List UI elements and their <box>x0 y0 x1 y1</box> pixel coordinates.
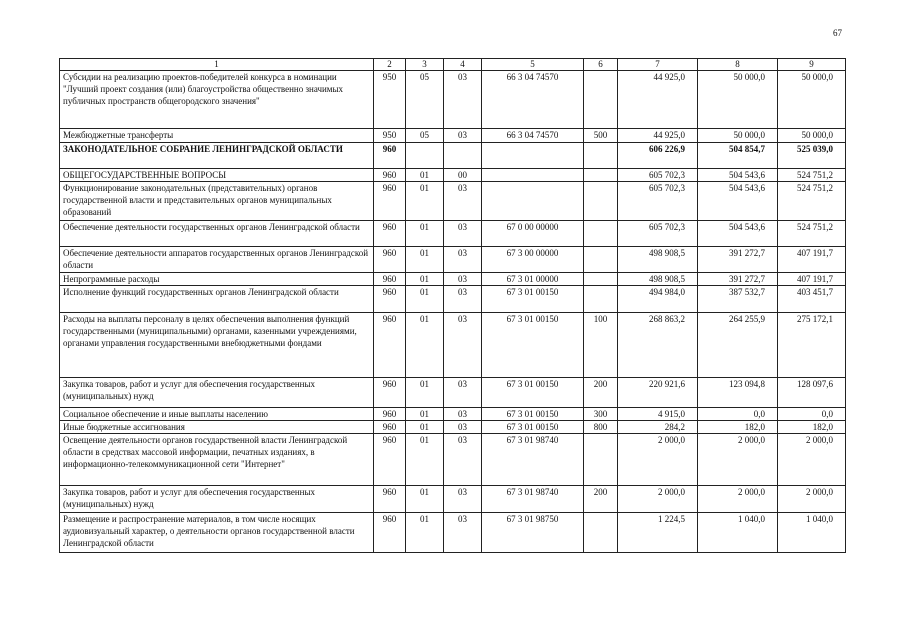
row-value-cell: 950 <box>374 71 406 129</box>
budget-table <box>59 58 846 553</box>
table-row <box>60 434 846 486</box>
row-value-cell: 504 543,6 <box>698 221 778 247</box>
row-value-cell: 300 <box>584 408 618 421</box>
row-value-cell: 01 <box>406 434 444 486</box>
row-name-cell: Иные бюджетные ассигнования <box>60 421 374 434</box>
row-name-cell: Межбюджетные трансферты <box>60 129 374 143</box>
row-value-cell: 03 <box>444 71 482 129</box>
row-value-cell: 284,2 <box>618 421 698 434</box>
row-value-cell: 800 <box>584 421 618 434</box>
row-value-cell: 67 3 01 00150 <box>482 421 584 434</box>
row-value-cell: 01 <box>406 378 444 408</box>
row-name-cell: Субсидии на реализацию проектов-победителей конкурса в номинации "Лучший проект создания (или) благоустройства общественно значимых публичных пространств общегородского значения" <box>60 71 374 129</box>
row-value-cell: 01 <box>406 273 444 286</box>
row-name-cell: Функционирование законодательных (представительных) органов государственной власти и представительных органов муниципальных образований <box>60 182 374 221</box>
row-value-cell: 960 <box>374 182 406 221</box>
row-name-cell: ЗАКОНОДАТЕЛЬНОЕ СОБРАНИЕ ЛЕНИНГРАДСКОЙ ОБЛАСТИ <box>60 143 374 169</box>
table-row <box>60 286 846 313</box>
row-name-cell: Непрограммные расходы <box>60 273 374 286</box>
table-row <box>60 182 846 221</box>
table-row <box>60 421 846 434</box>
row-value-cell: 524 751,2 <box>778 169 846 182</box>
row-value-cell: 403 451,7 <box>778 286 846 313</box>
row-value-cell: 03 <box>444 182 482 221</box>
row-value-cell: 05 <box>406 129 444 143</box>
row-value-cell: 03 <box>444 286 482 313</box>
row-value-cell <box>482 182 584 221</box>
row-value-cell: 200 <box>584 486 618 513</box>
row-value-cell: 220 921,6 <box>618 378 698 408</box>
row-value-cell: 67 3 01 98740 <box>482 486 584 513</box>
row-value-cell: 03 <box>444 408 482 421</box>
row-value-cell: 494 984,0 <box>618 286 698 313</box>
table-row <box>60 221 846 247</box>
row-value-cell: 05 <box>406 71 444 129</box>
row-value-cell: 2 000,0 <box>618 486 698 513</box>
row-value-cell: 504 543,6 <box>698 182 778 221</box>
row-value-cell: 606 226,9 <box>618 143 698 169</box>
row-value-cell: 128 097,6 <box>778 378 846 408</box>
row-value-cell: 605 702,3 <box>618 169 698 182</box>
row-value-cell: 01 <box>406 313 444 378</box>
row-value-cell: 605 702,3 <box>618 182 698 221</box>
row-value-cell: 01 <box>406 247 444 273</box>
row-value-cell: 1 040,0 <box>698 513 778 553</box>
row-value-cell <box>584 143 618 169</box>
table-row <box>60 408 846 421</box>
row-value-cell: 03 <box>444 513 482 553</box>
table-row <box>60 71 846 129</box>
row-value-cell: 182,0 <box>778 421 846 434</box>
row-value-cell: 960 <box>374 408 406 421</box>
row-name-cell: Закупка товаров, работ и услуг для обеспечения государственных (муниципальных) нужд <box>60 378 374 408</box>
header-cell: 8 <box>698 59 778 71</box>
row-value-cell: 123 094,8 <box>698 378 778 408</box>
row-value-cell: 504 854,7 <box>698 143 778 169</box>
row-value-cell: 03 <box>444 221 482 247</box>
table-row <box>60 513 846 553</box>
header-cell: 3 <box>406 59 444 71</box>
table-row <box>60 486 846 513</box>
row-value-cell: 387 532,7 <box>698 286 778 313</box>
row-value-cell: 50 000,0 <box>698 129 778 143</box>
row-value-cell: 03 <box>444 486 482 513</box>
row-value-cell: 391 272,7 <box>698 247 778 273</box>
row-value-cell <box>584 434 618 486</box>
row-value-cell: 0,0 <box>778 408 846 421</box>
header-cell: 6 <box>584 59 618 71</box>
row-name-cell: Закупка товаров, работ и услуг для обеспечения государственных (муниципальных) нужд <box>60 486 374 513</box>
row-value-cell: 500 <box>584 129 618 143</box>
row-value-cell: 67 3 01 00150 <box>482 378 584 408</box>
row-value-cell: 03 <box>444 273 482 286</box>
header-cell: 1 <box>60 59 374 71</box>
row-value-cell: 960 <box>374 313 406 378</box>
header-cell: 9 <box>778 59 846 71</box>
row-value-cell <box>584 221 618 247</box>
row-value-cell: 01 <box>406 421 444 434</box>
header-cell: 2 <box>374 59 406 71</box>
header-cell: 7 <box>618 59 698 71</box>
row-value-cell: 50 000,0 <box>698 71 778 129</box>
row-value-cell: 960 <box>374 486 406 513</box>
row-value-cell: 2 000,0 <box>698 486 778 513</box>
header-cell: 5 <box>482 59 584 71</box>
row-value-cell: 407 191,7 <box>778 247 846 273</box>
table-row <box>60 247 846 273</box>
row-name-cell: Обеспечение деятельности государственных органов Ленинградской области <box>60 221 374 247</box>
row-value-cell <box>482 169 584 182</box>
header-cell: 4 <box>444 59 482 71</box>
row-value-cell: 1 040,0 <box>778 513 846 553</box>
row-value-cell: 01 <box>406 221 444 247</box>
row-value-cell: 01 <box>406 513 444 553</box>
row-value-cell: 960 <box>374 221 406 247</box>
row-name-cell: Обеспечение деятельности аппаратов государственных органов Ленинградской области <box>60 247 374 273</box>
row-value-cell: 960 <box>374 169 406 182</box>
row-value-cell: 50 000,0 <box>778 71 846 129</box>
row-value-cell: 2 000,0 <box>778 486 846 513</box>
row-value-cell: 2 000,0 <box>778 434 846 486</box>
row-value-cell: 524 751,2 <box>778 182 846 221</box>
row-value-cell: 01 <box>406 182 444 221</box>
row-value-cell: 960 <box>374 378 406 408</box>
row-value-cell: 66 3 04 74570 <box>482 71 584 129</box>
table-row <box>60 129 846 143</box>
row-value-cell: 950 <box>374 129 406 143</box>
row-value-cell: 03 <box>444 434 482 486</box>
row-value-cell <box>584 71 618 129</box>
row-name-cell: Расходы на выплаты персоналу в целях обеспечения выполнения функций государственными (муниципальными) органами, казенными учреждениями, органами управления государственными внебюджетными фондами <box>60 313 374 378</box>
row-value-cell <box>406 143 444 169</box>
table-row <box>60 143 846 169</box>
row-value-cell: 100 <box>584 313 618 378</box>
row-value-cell: 67 3 01 00150 <box>482 313 584 378</box>
row-value-cell: 01 <box>406 486 444 513</box>
row-value-cell: 960 <box>374 434 406 486</box>
table-row <box>60 169 846 182</box>
row-value-cell: 1 224,5 <box>618 513 698 553</box>
row-value-cell: 275 172,1 <box>778 313 846 378</box>
table-row <box>60 378 846 408</box>
row-value-cell: 960 <box>374 286 406 313</box>
row-value-cell: 960 <box>374 421 406 434</box>
page-number: 67 <box>833 28 842 38</box>
row-value-cell <box>584 513 618 553</box>
row-value-cell: 264 255,9 <box>698 313 778 378</box>
row-name-cell: ОБЩЕГОСУДАРСТВЕННЫЕ ВОПРОСЫ <box>60 169 374 182</box>
row-value-cell <box>444 143 482 169</box>
row-name-cell: Исполнение функций государственных органов Ленинградской области <box>60 286 374 313</box>
row-value-cell: 67 3 01 00150 <box>482 286 584 313</box>
row-value-cell: 50 000,0 <box>778 129 846 143</box>
table-body <box>60 71 846 553</box>
row-value-cell: 960 <box>374 513 406 553</box>
row-value-cell: 2 000,0 <box>618 434 698 486</box>
row-value-cell: 67 3 00 00000 <box>482 247 584 273</box>
row-value-cell: 2 000,0 <box>698 434 778 486</box>
row-value-cell: 67 3 01 98750 <box>482 513 584 553</box>
row-value-cell: 66 3 04 74570 <box>482 129 584 143</box>
row-value-cell: 0,0 <box>698 408 778 421</box>
row-name-cell: Размещение и распространение материалов, в том числе носящих аудиовизуальный характер, о деятельности органов государственной власти Ленинградской области <box>60 513 374 553</box>
row-value-cell: 960 <box>374 273 406 286</box>
row-value-cell: 03 <box>444 129 482 143</box>
row-value-cell: 67 3 01 98740 <box>482 434 584 486</box>
row-value-cell: 67 0 00 00000 <box>482 221 584 247</box>
row-value-cell: 03 <box>444 421 482 434</box>
row-name-cell: Социальное обеспечение и иные выплаты населению <box>60 408 374 421</box>
row-value-cell: 01 <box>406 169 444 182</box>
row-value-cell: 391 272,7 <box>698 273 778 286</box>
row-value-cell: 67 3 01 00000 <box>482 273 584 286</box>
row-value-cell <box>584 169 618 182</box>
row-value-cell: 605 702,3 <box>618 221 698 247</box>
row-value-cell: 03 <box>444 247 482 273</box>
row-value-cell: 03 <box>444 378 482 408</box>
row-value-cell: 960 <box>374 247 406 273</box>
row-value-cell: 00 <box>444 169 482 182</box>
row-value-cell <box>482 143 584 169</box>
row-value-cell: 182,0 <box>698 421 778 434</box>
row-value-cell: 498 908,5 <box>618 247 698 273</box>
row-value-cell: 01 <box>406 408 444 421</box>
row-value-cell: 268 863,2 <box>618 313 698 378</box>
row-value-cell: 4 915,0 <box>618 408 698 421</box>
row-value-cell <box>584 286 618 313</box>
row-value-cell: 960 <box>374 143 406 169</box>
row-value-cell: 03 <box>444 313 482 378</box>
row-value-cell: 524 751,2 <box>778 221 846 247</box>
row-value-cell <box>584 182 618 221</box>
row-value-cell: 525 039,0 <box>778 143 846 169</box>
table-row <box>60 273 846 286</box>
row-value-cell: 67 3 01 00150 <box>482 408 584 421</box>
header-row <box>60 59 846 71</box>
row-value-cell: 44 925,0 <box>618 71 698 129</box>
row-value-cell: 498 908,5 <box>618 273 698 286</box>
table-row <box>60 313 846 378</box>
row-name-cell: Освещение деятельности органов государственной власти Ленинградской области в средствах массовой информации, печатных изданиях, в информационно-телекоммуникационной сети "Интернет" <box>60 434 374 486</box>
row-value-cell: 01 <box>406 286 444 313</box>
row-value-cell: 44 925,0 <box>618 129 698 143</box>
row-value-cell: 504 543,6 <box>698 169 778 182</box>
row-value-cell: 200 <box>584 378 618 408</box>
row-value-cell <box>584 247 618 273</box>
row-value-cell: 407 191,7 <box>778 273 846 286</box>
row-value-cell <box>584 273 618 286</box>
